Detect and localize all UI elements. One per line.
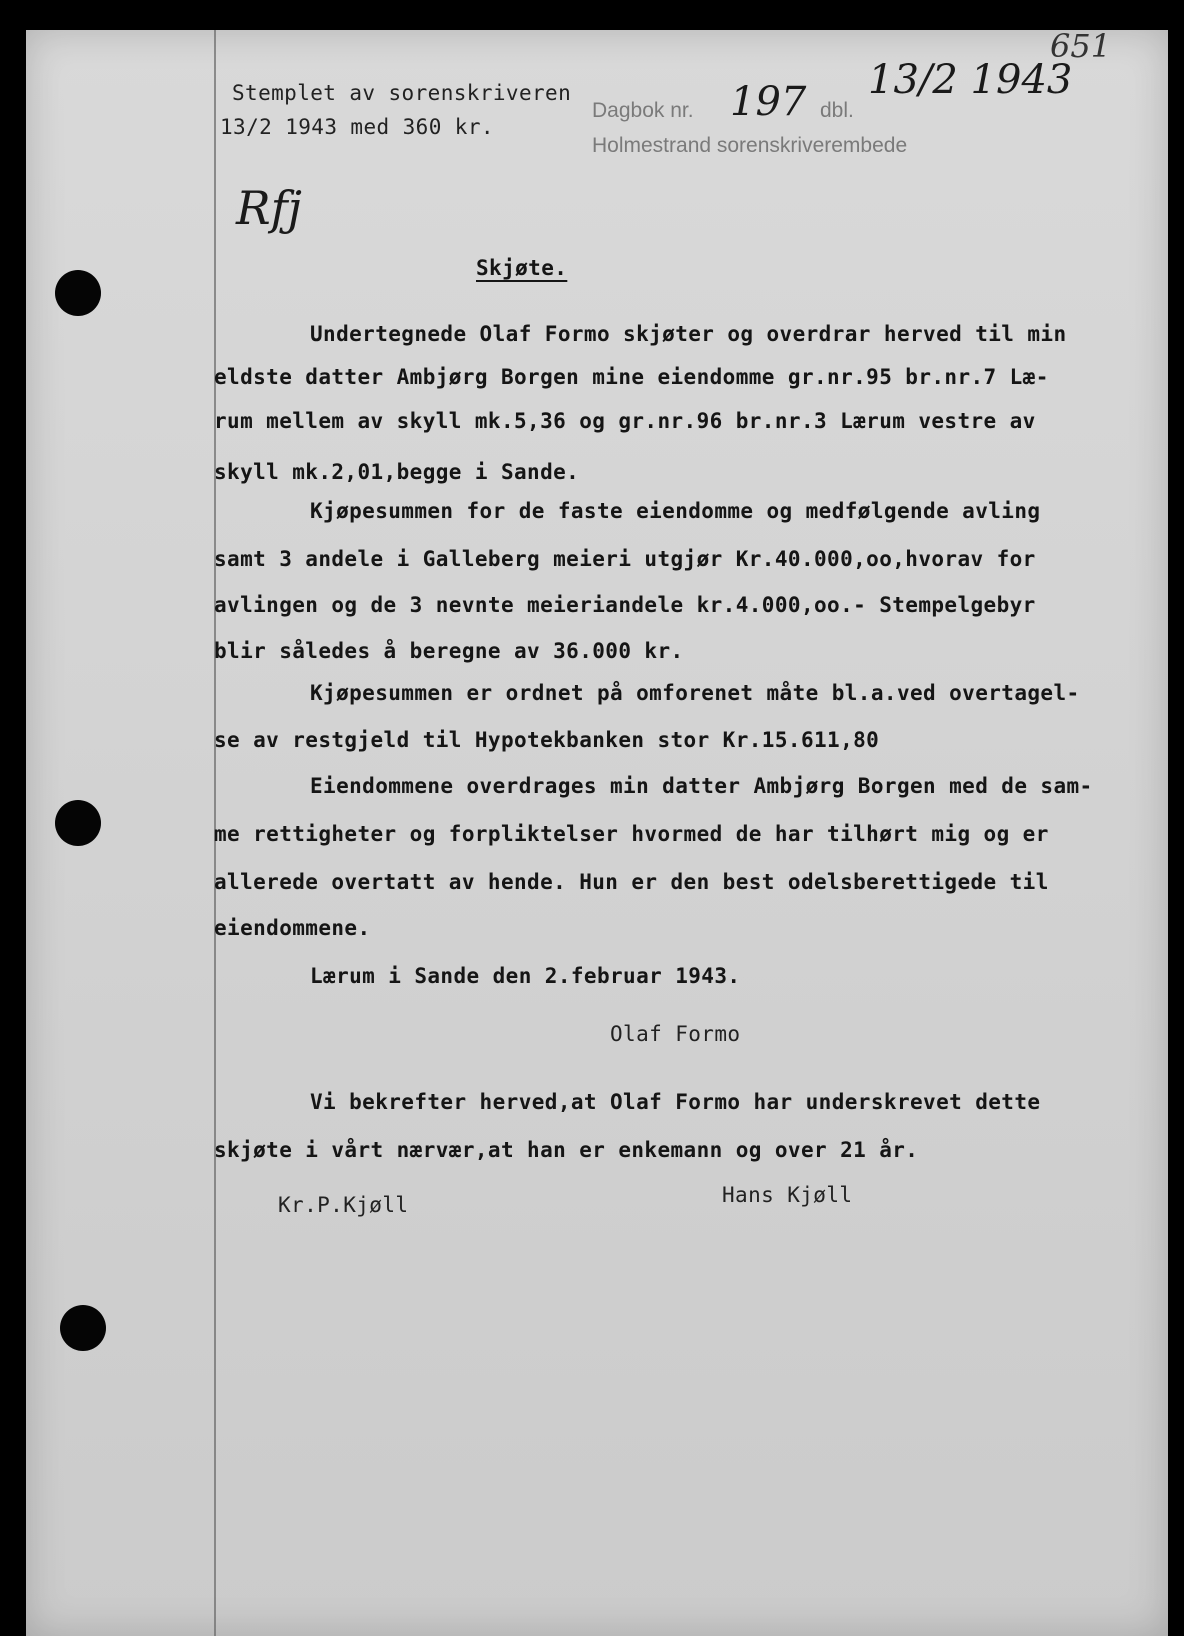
dbl-label: dbl. <box>820 99 854 122</box>
punch-hole-top <box>55 270 101 316</box>
dbl-date: 13/2 1943 <box>868 57 1073 103</box>
body-line: skjøte i vårt nærvær,at han er enkemann og over 21 år. <box>214 1138 919 1162</box>
office-stamp: Holmestrand sorenskriverembede <box>592 134 908 157</box>
witness-left: Kr.P.Kjøll <box>278 1193 409 1217</box>
body-line: rum mellem av skyll mk.5,36 og gr.nr.96 br.nr.3 Lærum vestre av <box>214 409 1036 433</box>
body-line: skyll mk.2,01,begge i Sande. <box>214 460 580 484</box>
body-line: Kjøpesummen for de faste eiendomme og medfølgende avling <box>310 499 1041 523</box>
body-line: me rettigheter og forpliktelser hvormed de har tilhørt mig og er <box>214 822 1049 846</box>
body-line: eiendommene. <box>214 916 371 940</box>
stamp-note-line-2: 13/2 1943 med 360 kr. <box>220 115 494 139</box>
place-date-line: Lærum i Sande den 2.februar 1943. <box>310 964 741 988</box>
document-title: Skjøte. <box>476 256 568 280</box>
handwritten-initials: Rfj <box>236 181 302 235</box>
body-line: Kjøpesummen er ordnet på omforenet måte bl.a.ved overtagel- <box>310 681 1080 705</box>
body-line: blir således å beregne av 36.000 kr. <box>214 639 684 663</box>
body-line: eldste datter Ambjørg Borgen mine eiendomme gr.nr.95 br.nr.7 Læ- <box>214 365 1049 389</box>
signature-olaf-formo: Olaf Formo <box>610 1022 741 1046</box>
dagbok-label: Dagbok nr. <box>592 99 694 122</box>
body-line: avlingen og de 3 nevnte meieriandele kr.4.000,oo.- Stempelgebyr <box>214 593 1036 617</box>
punch-hole-middle <box>55 800 101 846</box>
punch-hole-bottom <box>60 1305 106 1351</box>
body-line: se av restgjeld til Hypotekbanken stor Kr.15.611,80 <box>214 728 880 752</box>
body-line: allerede overtatt av hende. Hun er den best odelsberettigede til <box>214 870 1049 894</box>
body-line: Undertegnede Olaf Formo skjøter og overdrar herved til min <box>310 322 1067 346</box>
body-line: samt 3 andele i Galleberg meieri utgjør Kr.40.000,oo,hvorav for <box>214 547 1036 571</box>
stamp-note-line-1: Stemplet av sorenskriveren <box>232 81 572 105</box>
body-line: Eiendommene overdrages min datter Ambjørg Borgen med de sam- <box>310 774 1093 798</box>
page-number: 651 <box>1050 27 1112 65</box>
witness-right: Hans Kjøll <box>722 1183 853 1207</box>
dagbok-number: 197 <box>730 79 807 125</box>
body-line: Vi bekrefter herved,at Olaf Formo har underskrevet dette <box>310 1090 1041 1114</box>
